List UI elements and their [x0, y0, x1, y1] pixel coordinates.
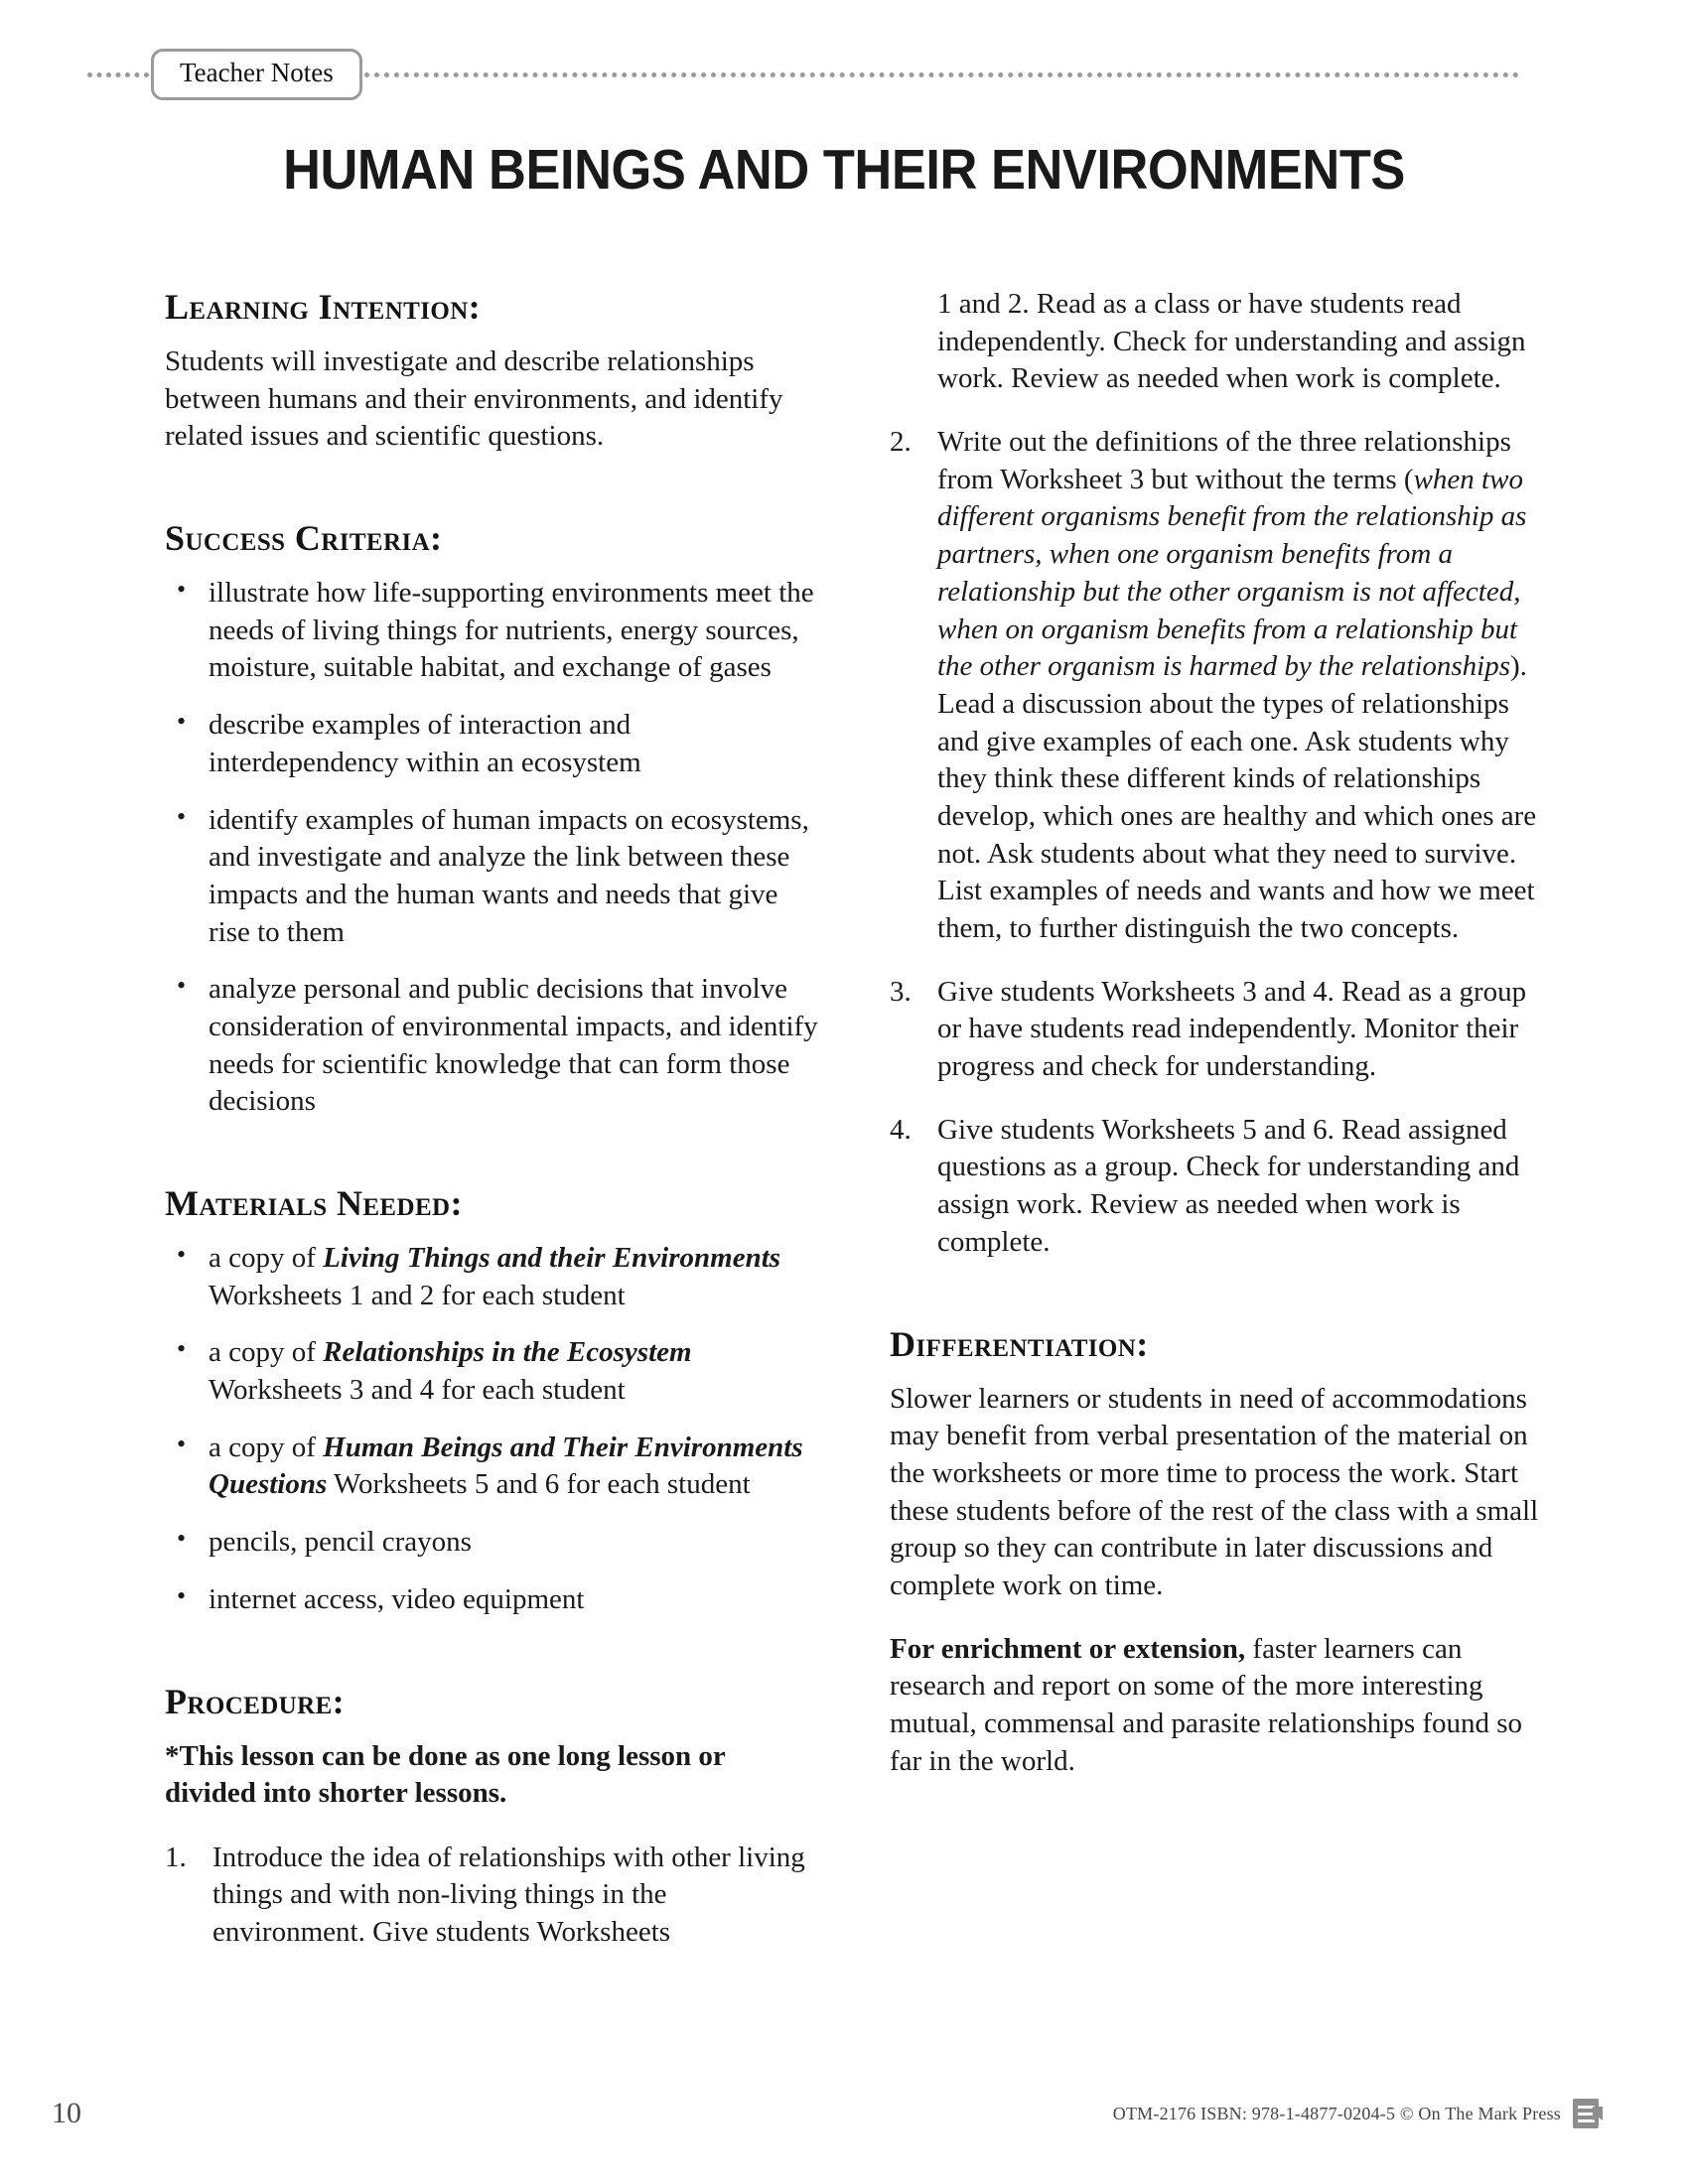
step-number: 1. [165, 1841, 187, 1873]
material-title: Human Beings and Their Environments Questions [209, 1431, 803, 1501]
content-columns [165, 286, 1545, 1978]
material-prefix: pencils, pencil crayons [209, 1526, 472, 1559]
dotted-rule-left [87, 72, 149, 77]
learning-intention-text: Students will investigate and describe relationships between humans and their environments, and identify related issues and scientific questions. [165, 345, 783, 453]
success-criteria-list [165, 575, 820, 1121]
materials-needed-heading: Materials Needed: [165, 1183, 463, 1223]
dotted-rule-right [364, 72, 1519, 77]
step-number: 2. [890, 426, 912, 459]
step-number: 4. [890, 1113, 912, 1146]
page-footer [0, 2091, 1688, 2130]
teacher-notes-tab: Teacher Notes [151, 49, 362, 101]
material-prefix: a copy of [209, 1336, 324, 1369]
material-suffix: Worksheets 5 and 6 for each student [327, 1468, 751, 1501]
left-column [165, 286, 820, 1978]
list-item [165, 1334, 820, 1409]
publisher-logo-icon [1573, 2097, 1607, 2130]
differentiation-paragraph-2 [890, 1631, 1545, 1781]
list-item [890, 1112, 1545, 1262]
list-item [165, 1430, 820, 1504]
step-number: 3. [890, 975, 912, 1008]
procedure-heading: Procedure: [165, 1681, 346, 1721]
imprint-text: OTM-2176 ISBN: 978-1-4877-0204-5 © On The Mark Press [1112, 2104, 1561, 2123]
success-criteria-heading: Success Criteria: [165, 518, 443, 559]
material-title: Relationships in the Ecosystem [323, 1336, 692, 1369]
list-item [165, 1240, 820, 1314]
step-1-continuation: 1 and 2. Read as a class or have students read independently. Check for understanding and assign work. Review as needed when work is complete. [937, 288, 1526, 395]
list-item: • illustrate how life-supporting environments meet the needs of living things for nutrients, energy sources, moisture, suitable habitat, and exchange of gases [165, 575, 820, 687]
differentiation-heading: Differentiation: [890, 1323, 1149, 1364]
differentiation-paragraph-1: Slower learners or students in need of accommodations may benefit from verbal presentation of the material on the worksheets or more time to process the work. Start these students before of the rest of the class with a small group so they can contribute in later discussions and complete work on time. [890, 1382, 1539, 1601]
step-text-b: ). Lead a discussion about the types of relationships and give examples of each one. Ask students why they think these different kinds of relationships develop, which ones are healthy and which ones are not. Ask students about what they need to survive. List examples of needs and wants and how we meet them, to further distinguish the two concepts. [937, 650, 1537, 944]
list-item: • identify examples of human impacts on ecosystems, and investigate and analyze the link between these impacts and the human wants and needs that give rise to them [165, 802, 820, 952]
enrichment-lead: For enrichment or extension, [890, 1632, 1246, 1665]
list-item [165, 1840, 820, 1952]
procedure-list [165, 1840, 820, 1952]
step-text-a: Give students Worksheets 5 and 6. Read assigned questions as a group. Check for understanding and assign work. Review as needed when work is complete. [937, 1113, 1520, 1258]
procedure-list-continued [890, 424, 1545, 1261]
list-item [890, 424, 1545, 948]
page-header-band [87, 46, 1519, 103]
page-title: HUMAN BEINGS AND THEIR ENVIRONMENTS [283, 138, 1405, 202]
material-prefix: a copy of [209, 1242, 324, 1274]
material-suffix: Worksheets 1 and 2 for each student [209, 1279, 626, 1311]
material-suffix: Worksheets 3 and 4 for each student [209, 1374, 626, 1407]
step-text-italic: when two different organisms benefit from the relationship as partners, when one organism benefits from a relationship but the other organism is not affected, when on organism benefits from a relationship but the other organism is harmed by the relationships [937, 463, 1527, 683]
step-text-a: Give students Worksheets 3 and 4. Read as a group or have students read independently. Monitor their progress and check for understanding. [937, 975, 1527, 1083]
list-item: • analyze personal and public decisions that involve consideration of environmental impacts, and identify needs for scientific knowledge that can form those decisions [165, 971, 820, 1121]
material-prefix: internet access, video equipment [209, 1582, 585, 1615]
learning-intention-heading: Learning Intention: [165, 287, 482, 327]
procedure-note: *This lesson can be done as one long lesson or divided into shorter lessons. [165, 1739, 726, 1809]
enrichment-rest: faster learners can research and report on some of the more interesting mutual, commensal and parasite relationships found so far in the world. [890, 1632, 1523, 1777]
list-item: • describe examples of interaction and interdependency within an ecosystem [165, 707, 820, 781]
list-item [890, 974, 1545, 1086]
right-column [890, 286, 1545, 1978]
material-title: Living Things and their Environments [323, 1242, 781, 1274]
list-item [165, 1581, 820, 1619]
step-text: Introduce the idea of relationships with other living things and with non-living things in the environment. Give students Worksheets [212, 1841, 805, 1949]
list-item [165, 1524, 820, 1562]
page-number: 10 [52, 2097, 81, 2129]
step-text-a: Write out the definitions of the three relationships from Worksheet 3 but without the terms ( [937, 426, 1511, 495]
materials-needed-list [165, 1240, 820, 1619]
material-prefix: a copy of [209, 1431, 324, 1463]
